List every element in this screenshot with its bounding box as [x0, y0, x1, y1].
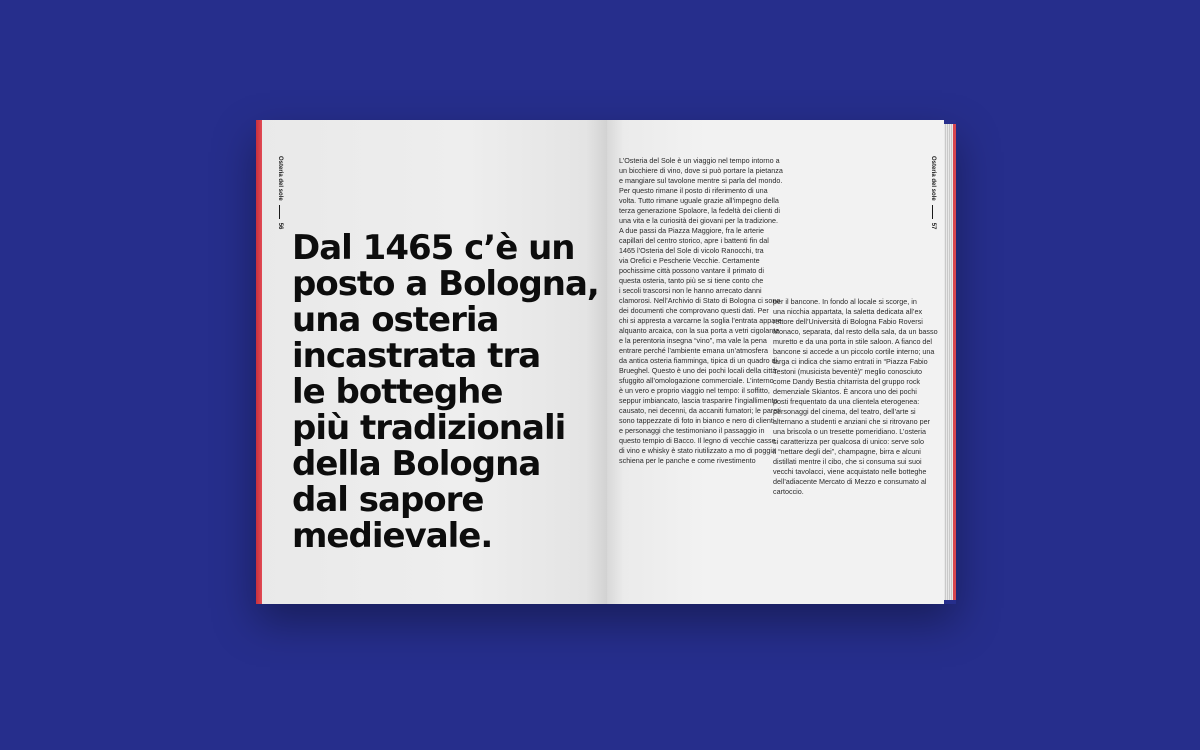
- body-text-line: e mangiare sul tavolone mentre si parla del mondo.: [619, 176, 783, 185]
- body-text-line: clamorosi. Nell’Archivio di Stato di Bologna ci sono: [619, 296, 781, 305]
- body-text-line: demenziale Skiantos. È ancora uno dei pochi: [773, 387, 917, 396]
- right-page-number: 57: [930, 222, 936, 230]
- body-text-line: Per questo rimane il posto di riferimento di una: [619, 186, 768, 195]
- running-header-rule: [933, 205, 934, 219]
- body-text-line: targa ci indica che siamo entrati in “Piazza Fabio: [773, 357, 928, 366]
- body-text-line: 1465 l’Osteria del Sole di vicolo Ranocchi, tra: [619, 246, 764, 255]
- body-text-line: causato, nei decenni, da accaniti fumatori; le pareti: [619, 406, 781, 415]
- left-running-header: [274, 156, 286, 246]
- body-text-line: come Dandy Bestia chitarrista del gruppo rock: [773, 377, 921, 386]
- body-text-line: cartoccio.: [773, 487, 804, 496]
- body-text-line: alquanto arcaica, con la sua porta a vetri cigolante: [619, 326, 780, 335]
- body-text-line: rettore dell’Università di Bologna Fabio Roversi: [773, 317, 923, 326]
- body-text-line: terza generazione Spolaore, la fedeltà dei clienti di: [619, 206, 781, 215]
- body-text-line: e la perentoria insegna “vino”, ma vale la pena: [619, 336, 767, 345]
- left-running-title: Osteria del sole: [277, 156, 283, 201]
- headline-line: una osteria: [292, 300, 499, 340]
- left-page-number: 56: [277, 222, 283, 230]
- right-page: [607, 120, 944, 604]
- body-text-line: distillati mentre il cibo, che si consuma sui suoi: [773, 457, 922, 466]
- page-block-edge: [944, 124, 956, 600]
- right-running-title: Osteria del sole: [930, 156, 936, 201]
- headline-line: incastrata tra: [292, 336, 541, 376]
- body-text-line: da antica osteria fiamminga, tipica di un quadro di: [619, 356, 778, 365]
- headline-line: posto a Bologna,: [292, 264, 599, 304]
- body-text-line: seppur imbiancato, lascia trasparire l’ingiallimento: [619, 396, 778, 405]
- body-text-line: pochissime città possono vantare il primato di: [619, 266, 765, 275]
- body-text-line: A due passi da Piazza Maggiore, fra le arterie: [619, 226, 765, 235]
- red-page-edge: [953, 124, 956, 600]
- body-text-line: schiena per le panche e come rivestimento: [619, 456, 756, 465]
- body-text-line: il “nettare degli dei”, champagne, birra e alcuni: [773, 447, 921, 456]
- body-text-line: i secoli trascorsi non le hanno arrecato danni: [619, 286, 762, 295]
- body-text-line: capillari del centro storico, apre i battenti fin dal: [619, 236, 769, 245]
- body-text-line: un bicchiere di vino, dove si può portare la pietanza: [619, 166, 783, 175]
- headline-line: dal sapore: [292, 480, 484, 520]
- body-text-line: vecchi tavolacci, viene acquistato nelle botteghe: [773, 467, 927, 476]
- body-text-line: posti frequentato da una clientela eterogenea:: [773, 397, 920, 406]
- body-column-1: [619, 156, 783, 466]
- red-page-edge: [256, 120, 262, 604]
- headline-line: più tradizionali: [292, 408, 566, 448]
- body-text-line: volta. Tutto rimane uguale grazie all’impegno della: [619, 196, 779, 205]
- body-text-line: L’Osteria del Sole è un viaggio nel tempo intorno a: [619, 156, 780, 165]
- body-text-line: di vino e whisky è stato riutilizzato a mo di poggia: [619, 446, 777, 455]
- headline-line: della Bologna: [292, 444, 541, 484]
- body-text-line: via Orefici e Pescherie Vecchie. Certamente: [619, 256, 760, 265]
- body-text-line: chi si appresta a varcarne la soglia l’entrata appare: [619, 316, 782, 325]
- body-text-line: per il bancone. In fondo al locale si scorge, in: [773, 297, 917, 306]
- headline: [292, 230, 602, 554]
- body-text-line: personaggi del cinema, del teatro, dell’arte si: [773, 407, 916, 416]
- magazine-spread: [256, 120, 956, 604]
- body-text-line: una nicchia appartata, la saletta dedicata all’ex: [773, 307, 923, 316]
- body-text-line: entrare perché l’ambiente emana un’atmosfera: [619, 346, 769, 355]
- body-text-line: sfuggito all’omologazione commerciale. L’interno: [619, 376, 774, 385]
- headline-line: le botteghe: [292, 372, 503, 412]
- body-text-line: è un vero e proprio viaggio nel tempo: il soffitto,: [619, 386, 770, 395]
- left-page: [256, 120, 607, 604]
- body-text-line: Monaco, separata, dal resto della sala, da un basso: [773, 327, 938, 336]
- body-text-line: dei documenti che comprovano questi dati. Per: [619, 306, 769, 315]
- body-text-line: una briscola o un tresette pomeridiano. L’osteria: [773, 427, 927, 436]
- body-column-2: [773, 297, 938, 497]
- body-text-line: si caratterizza per qualcosa di unico: serve solo: [773, 437, 925, 446]
- headline-line: Dal 1465 c’è un: [292, 228, 575, 268]
- body-text-line: muretto e da una porta in stile saloon. A fianco del: [773, 337, 933, 346]
- right-running-header: [927, 156, 939, 246]
- running-header-rule: [280, 205, 281, 219]
- body-text-line: Testoni (musicista beventè)” meglio conosciuto: [773, 367, 923, 376]
- body-text-line: una vita e la curiosità dei giovani per la tradizione.: [619, 216, 779, 225]
- body-text-line: alternano a studenti e anziani che si ritrovano per: [773, 417, 931, 426]
- body-text-line: sono tappezzate di foto in bianco e nero di clienti: [619, 416, 775, 425]
- body-text-line: e personaggi che testimoniano il passaggio in: [619, 426, 765, 435]
- headline-line: medievale.: [292, 516, 493, 556]
- body-text-line: Brueghel. Questo è uno dei pochi locali della città: [619, 366, 777, 375]
- body-text-line: questa osteria, tanto più se si tiene conto che: [619, 276, 764, 285]
- body-text-line: questo tempio di Bacco. Il legno di vecchie casse: [619, 436, 776, 445]
- body-text-line: bancone si accede a un piccolo cortile interno; una: [773, 347, 935, 356]
- body-text-line: dell’adiacente Mercato di Mezzo e consumato al: [773, 477, 927, 486]
